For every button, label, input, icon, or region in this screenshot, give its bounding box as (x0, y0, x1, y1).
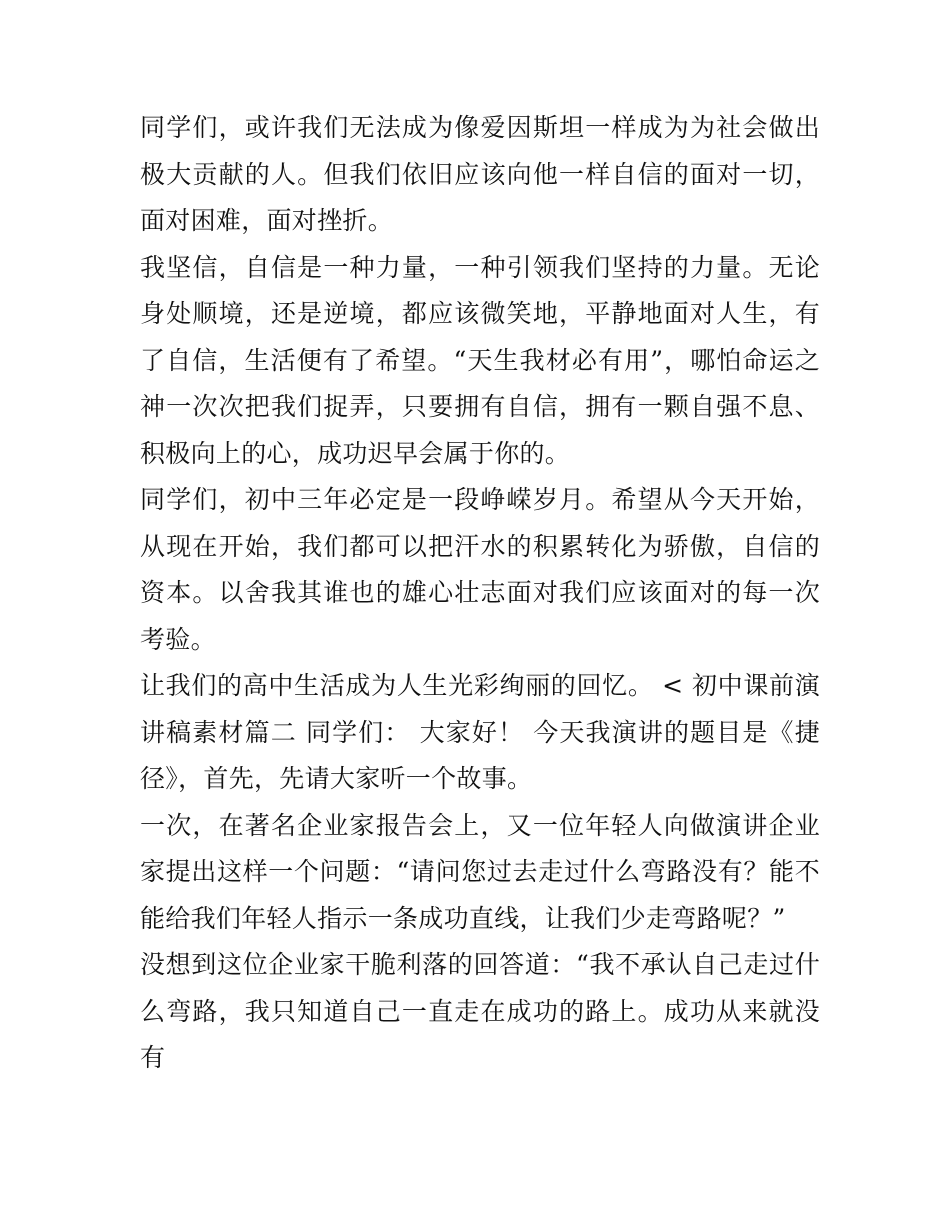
paragraph-3: 同学们，初中三年必定是一段峥嵘岁月。希望从今天开始，从现在开始，我们都可以把汗水的积累转化为骄傲，自信的资本。以舍我其谁也的雄心壮志面对我们应该面对的每一次考验。 (140, 485, 820, 654)
paragraph-6: 没想到这位企业家干脆利落的回答道：“我不承认自己走过什么弯路，我只知道自己一直走在成功的路上。成功从来就没有 (140, 950, 820, 1072)
paragraph-2: 我坚信，自信是一种力量，一种引领我们坚持的力量。无论身处顺境，还是逆境，都应该微笑地，平静地面对人生，有了自信，生活便有了希望。“天生我材必有用”，哪怕命运之神一次次把我们捉弄，只要拥有自信，拥有一颗自强不息、积极向上的心，成功迟早会属于你的。 (140, 252, 820, 468)
document-body (140, 105, 820, 1082)
paragraph-5: 一次，在著名企业家报告会上，又一位年轻人向做演讲企业家提出这样一个问题：“请问您过去走过什么弯路没有？能不能给我们年轻人指示一条成功直线，让我们少走弯路呢？” (140, 810, 820, 933)
paragraph-1: 同学们，或许我们无法成为像爱因斯坦一样成为为社会做出极大贡献的人。但我们依旧应该向他一样自信的面对一切，面对困难，面对挫折。 (140, 113, 820, 235)
paragraph-4: 让我们的高中生活成为人生光彩绚丽的回忆。 < 初中课前演讲稿素材篇二 同学们： 大家好！ 今天我演讲的题目是《捷径》，首先，先请大家听一个故事。 (140, 671, 820, 793)
